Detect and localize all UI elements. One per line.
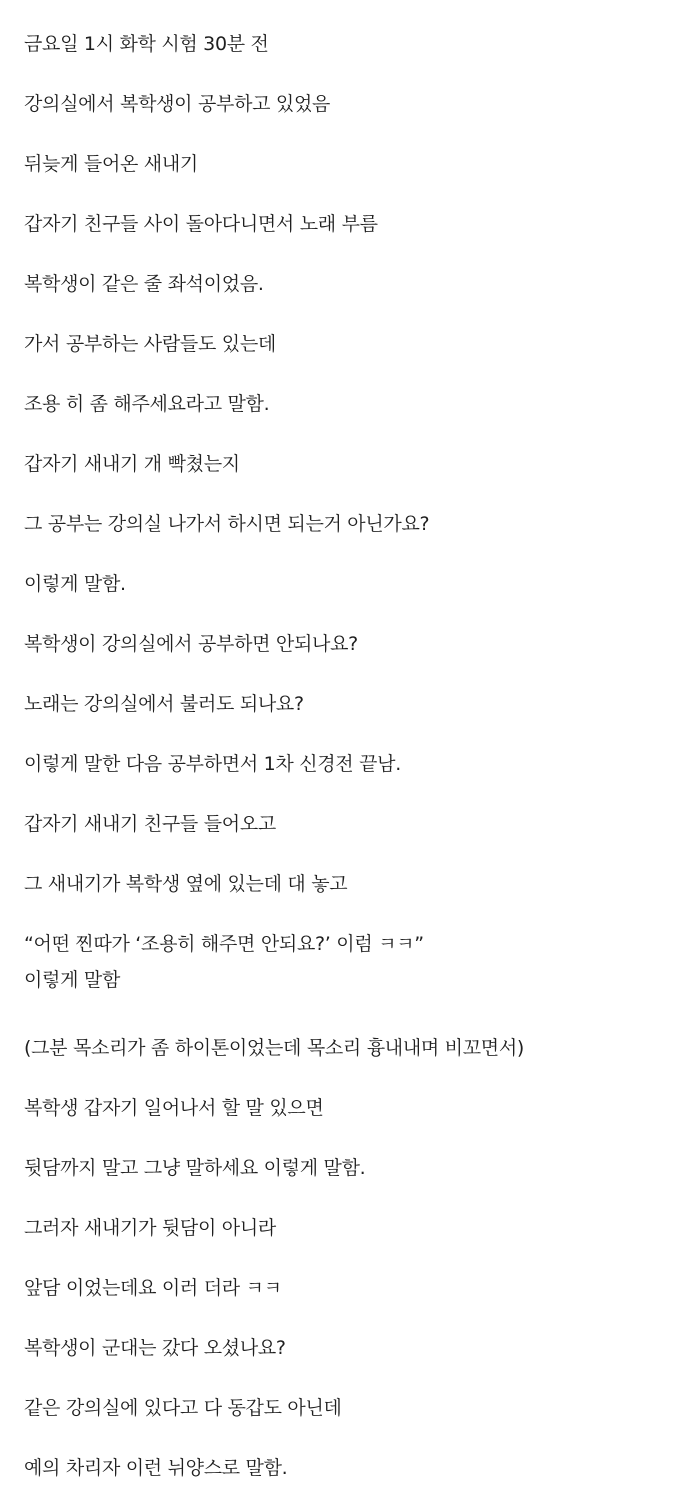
text-line: 뒷담까지 말고 그냥 말하세요 이렇게 말함. [24, 1157, 366, 1179]
paragraph [24, 448, 664, 508]
text-line: 그 공부는 강의실 나가서 하시면 되는거 아닌가요? [24, 513, 430, 535]
text-line: (그분 목소리가 좀 하이톤이었는데 목소리 흉내내며 비꼬면서) [24, 1037, 525, 1059]
text-line: 이렇게 말한 다음 공부하면서 1차 신경전 끝남. [24, 753, 401, 775]
paragraph [24, 808, 664, 868]
text-line: 복학생이 같은 줄 좌석이었음. [24, 273, 264, 295]
paragraph [24, 208, 664, 268]
text-line: 그러자 새내기가 뒷담이 아니라 [24, 1217, 276, 1239]
paragraph [24, 748, 664, 808]
paragraph [24, 1332, 664, 1392]
text-line: 가서 공부하는 사람들도 있는데 [24, 333, 276, 355]
paragraph [24, 628, 664, 688]
paragraph [24, 568, 664, 628]
text-line: 복학생 갑자기 일어나서 할 말 있으면 [24, 1097, 324, 1119]
paragraph [24, 1032, 664, 1092]
text-line: 복학생이 강의실에서 공부하면 안되나요? [24, 633, 358, 655]
paragraph [24, 28, 664, 88]
text-line: 이렇게 말함 [24, 969, 121, 991]
text-line: 갑자기 새내기 친구들 들어오고 [24, 813, 276, 835]
text-line: 금요일 1시 화학 시험 30분 전 [24, 33, 269, 55]
text-line: 예의 차리자 이런 뉘양스로 말함. [24, 1457, 288, 1479]
paragraph [24, 508, 664, 568]
paragraph [24, 388, 664, 448]
paragraph [24, 1212, 664, 1272]
text-line: “어떤 찐따가 ‘조용히 해주면 안되요?’ 이럼 ㅋㅋ” [24, 933, 424, 955]
text-line: 노래는 강의실에서 불러도 되나요? [24, 693, 304, 715]
text-line: 복학생이 군대는 갔다 오셨나요? [24, 1337, 286, 1359]
paragraph [24, 1392, 664, 1452]
post-body [24, 28, 664, 1512]
text-line: 뒤늦게 들어온 새내기 [24, 153, 198, 175]
paragraph [24, 928, 664, 1032]
paragraph [24, 868, 664, 928]
text-line: 이렇게 말함. [24, 573, 126, 595]
paragraph [24, 88, 664, 148]
text-line: 같은 강의실에 있다고 다 동갑도 아닌데 [24, 1397, 342, 1419]
paragraph [24, 1152, 664, 1212]
paragraph [24, 268, 664, 328]
paragraph [24, 328, 664, 388]
paragraph [24, 688, 664, 748]
text-line: 갑자기 새내기 개 빡쳤는지 [24, 453, 240, 475]
text-line: 조용 히 좀 해주세요라고 말함. [24, 393, 270, 415]
paragraph [24, 1092, 664, 1152]
paragraph [24, 1272, 664, 1332]
text-line: 갑자기 친구들 사이 돌아다니면서 노래 부름 [24, 213, 378, 235]
text-line: 그 새내기가 복학생 옆에 있는데 대 놓고 [24, 873, 348, 895]
text-line: 강의실에서 복학생이 공부하고 있었음 [24, 93, 331, 115]
paragraph [24, 1452, 664, 1512]
text-line: 앞담 이었는데요 이러 더라 ㅋㅋ [24, 1277, 282, 1299]
paragraph [24, 148, 664, 208]
